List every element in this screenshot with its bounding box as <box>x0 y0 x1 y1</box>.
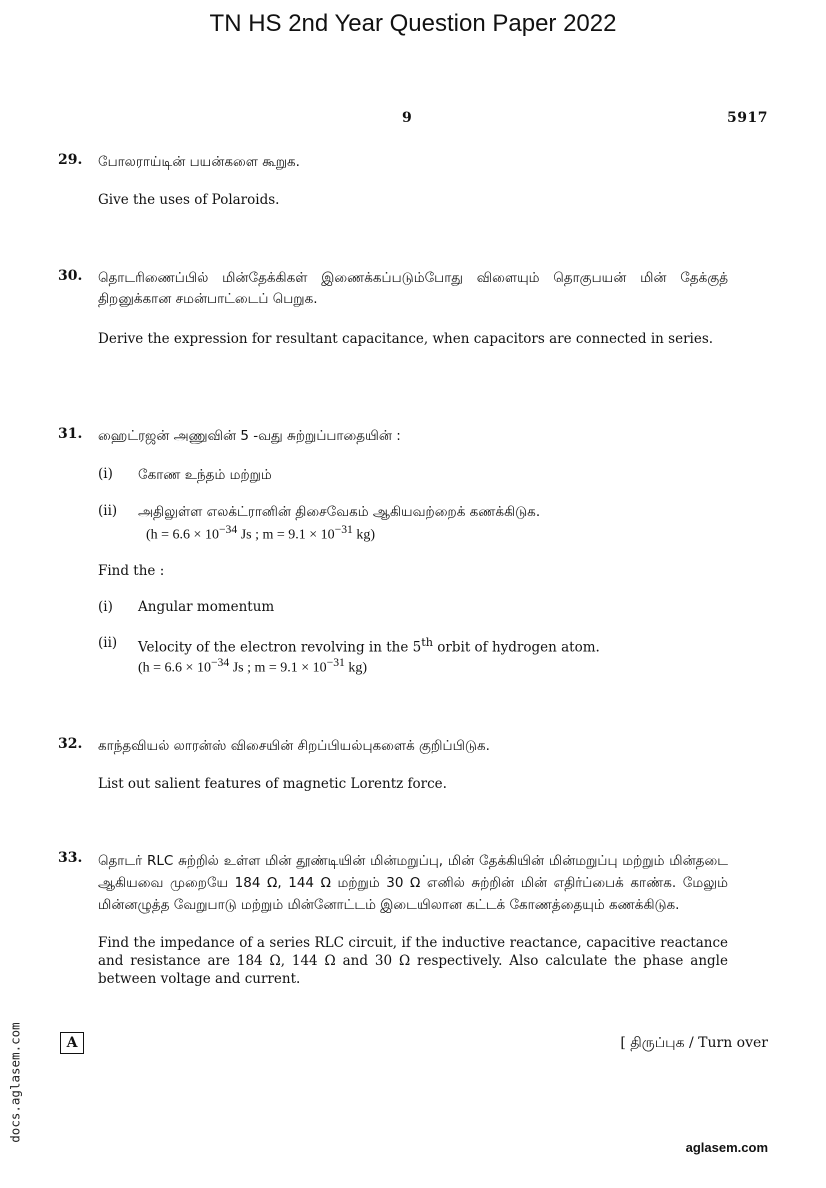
tamil-intro: ஹைட்ரஜன் அணுவின் 5 -வது சுற்றுப்பாதையின் : <box>98 428 401 444</box>
version-box: A <box>60 1032 84 1054</box>
english-text: Give the uses of Polaroids. <box>98 192 280 208</box>
part-text: Velocity of the electron revolving in the 5th orbit of hydrogen atom. <box>138 635 600 656</box>
part-text: அதிலுள்ள எலக்ட்ரானின் திசைவேகம் ஆகியவற்றைக் கணக்கிடுக. <box>138 504 541 520</box>
paper-code: 5917 <box>727 110 768 126</box>
tamil-text: போலராய்டின் பயன்களை கூறுக. <box>98 154 300 170</box>
question-number: 31. <box>58 426 83 442</box>
tamil-part-i <box>98 465 728 486</box>
english-intro: Find the : <box>98 562 165 579</box>
part-label: (i) <box>98 598 113 615</box>
part-text: கோண உந்தம் மற்றும் <box>138 467 272 483</box>
part-text: Angular momentum <box>138 598 275 615</box>
part-label: (ii) <box>98 503 118 519</box>
english-text: Find the impedance of a series RLC circuit, if the inductive reactance, capacitive reactance and resistance are 184 Ω, 144 Ω and 30 Ω respectively. Also calculate the phase angle between voltage and current. <box>98 935 728 987</box>
banner-title: TN HS 2nd Year Question Paper 2022 <box>209 10 617 37</box>
english-part-ii <box>98 634 728 677</box>
tamil-text: காந்தவியல் லாரன்ஸ் விசையின் சிறப்பியல்புகளைக் குறிப்பிடுக. <box>98 738 490 754</box>
tamil-text: தொடர் RLC சுற்றில் உள்ள மின் தூண்டியின் மின்மறுப்பு, மின் தேக்கியின் மின்மறுப்பு மற்றும் மின்தடை ஆகியவை முறையே 184 Ω, 144 Ω மற்றும் 30 Ω எனில் சுற்றின் மின் எதிர்ப்பைக் காண்க. மேலும் மின்னழுத்த வேறுபாடு மற்றும் மின்னோட்டம் இடையிலான கட்டக் கோணத்தையும் கணக்கிடுக. <box>98 853 728 913</box>
question-body <box>98 268 728 348</box>
question-number: 33. <box>58 850 83 866</box>
turn-over-label: [ திருப்புக / Turn over <box>620 1035 768 1051</box>
tamil-text: தொடரிணைப்பில் மின்தேக்கிகள் இணைக்கப்படும்போது விளையும் தொகுபயன் மின் தேக்குத் திறனுக்கான சமன்பாட்டைப் பெறுக. <box>98 270 728 307</box>
question-number: 30. <box>58 268 83 284</box>
question-number: 32. <box>58 736 83 752</box>
part-label: (i) <box>98 466 113 482</box>
formula: ($h = 6.6 \times 10^{-34}$ Js ; $m = 9.1 \times 10^{-31}$ kg) <box>146 523 376 543</box>
side-watermark: docs.aglasem.com <box>7 1022 23 1143</box>
tamil-part-ii <box>98 502 728 544</box>
part-label: (ii) <box>98 634 118 651</box>
page-number: 9 <box>402 110 412 126</box>
english-text: Derive the expression for resultant capacitance, when capacitors are connected in series. <box>98 331 714 347</box>
english-part-i <box>98 598 728 616</box>
question-body <box>98 426 728 677</box>
question-number: 29. <box>58 152 83 168</box>
question-body <box>98 850 728 988</box>
brand-label: aglasem.com <box>685 1140 768 1155</box>
formula: ($h = 6.6 \times 10^{-34}$ Js ; $m = 9.1 \times 10^{-31}$ kg) <box>138 656 368 676</box>
question-body <box>98 152 728 209</box>
english-text: List out salient features of magnetic Lorentz force. <box>98 776 447 792</box>
question-body <box>98 736 728 793</box>
